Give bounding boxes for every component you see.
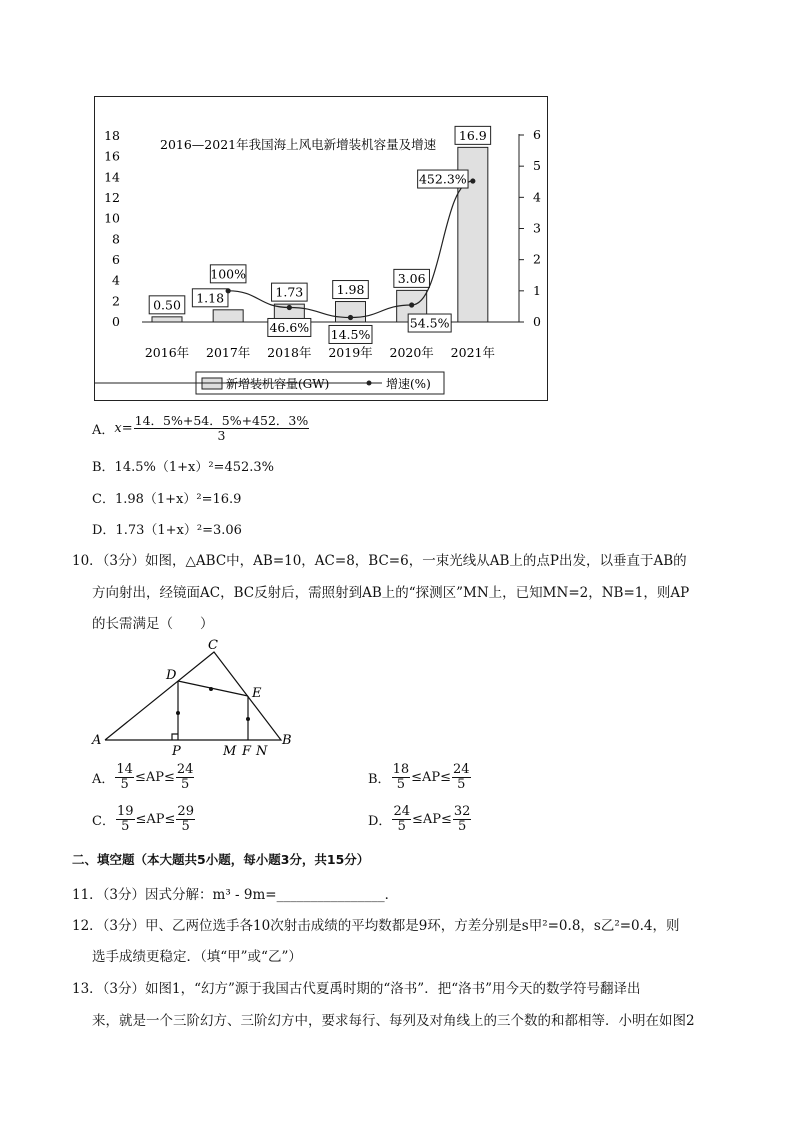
q9-option-a-fraction	[134, 414, 310, 443]
label-p: P	[172, 744, 181, 759]
q10-option-b-upper	[452, 763, 471, 792]
growth-data-label: 452.3%	[418, 171, 467, 187]
q10-option-a-upper	[176, 763, 195, 792]
q9-option-a-label: A．	[92, 422, 115, 438]
y-left-tick-label: 0	[112, 314, 120, 329]
y-right-tick-label: 1	[533, 282, 541, 298]
fraction-numerator: 14	[116, 762, 133, 777]
x-tick-label: 2021年	[450, 345, 495, 360]
q9-option-a-numerator: 14．5%+54．5%+452．3%	[134, 412, 309, 428]
growth-data-label: 46.6%	[269, 319, 310, 335]
fraction-denominator: 5	[397, 819, 406, 834]
q9-option-a-lhs: x=	[114, 420, 133, 436]
bar-data-label: 3.06	[397, 270, 426, 286]
q10-option-a	[92, 763, 195, 792]
q10-line-1: 10．（3分）如图，△ABC中，AB=10，AC=8，BC=6，一束光线从AB上的点P出发，以垂直于AB的	[72, 553, 687, 569]
label-m: M	[223, 744, 237, 759]
y-left-tick-label: 6	[112, 252, 120, 267]
y-right-tick-label: 0	[533, 314, 541, 329]
label-e: E	[252, 686, 262, 701]
fraction-denominator: 5	[457, 777, 466, 792]
bar	[152, 317, 182, 322]
q9-option-d: D．1.73（1+x）²=3.06	[92, 523, 242, 538]
q10-option-c-upper	[176, 805, 195, 834]
q9-option-b: B．14.5%（1+x）²=452.3%	[92, 460, 275, 475]
y-right-tick-label: 5	[533, 158, 541, 174]
q10-option-c-relation: ≤AP≤	[135, 812, 176, 827]
triangle-figure	[88, 636, 303, 762]
q10-option-c-label: C．	[92, 814, 115, 829]
y-left-tick-label: 12	[104, 190, 120, 205]
x-tick-label: 2016年	[144, 345, 190, 360]
growth-point	[409, 302, 414, 307]
q10-option-d-relation: ≤AP≤	[411, 812, 452, 827]
q10-option-c	[92, 805, 196, 834]
x-tick-label: 2019年	[328, 345, 373, 360]
q11: 11．（3分）因式分解：m³ - 9m=________________．	[72, 887, 399, 903]
y-right-tick-label: 3	[533, 220, 541, 236]
fraction-numerator: 19	[116, 804, 134, 819]
bar-data-label: 1.73	[275, 284, 304, 300]
fraction-denominator: 5	[458, 819, 467, 834]
label-f: F	[242, 744, 252, 759]
chart-title: 2016—2021年我国海上风电新增装机容量及增速	[160, 137, 437, 152]
y-left-tick-label: 4	[112, 272, 120, 288]
fraction-numerator: 24	[176, 762, 194, 777]
y-right-tick-label: 6	[533, 127, 541, 142]
growth-data-label: 54.5%	[409, 315, 450, 331]
growth-data-label: 14.5%	[330, 326, 371, 342]
q9-option-c: C．1.98（1+x）²=16.9	[92, 492, 242, 507]
x-tick-label: 2017年	[206, 345, 251, 360]
fraction-numerator: 24	[393, 804, 410, 819]
label-n: N	[256, 744, 268, 759]
growth-data-label: 100%	[210, 266, 247, 282]
legend-line-label: 增速(%)	[386, 377, 431, 391]
y-left-tick-label: 14	[104, 169, 120, 185]
q13-line-2: 来，就是一个三阶幻方、三阶幻方中，要求每行、每列及对角线上的三个数的和都相等．小明在如图2	[92, 1013, 695, 1029]
y-right-tick-label: 4	[533, 189, 541, 205]
q10-option-a-relation: ≤AP≤	[134, 770, 175, 785]
q12-line-1: 12．（3分）甲、乙两位选手各10次射击成绩的平均数都是9环，方差分别是s甲²=0.8，s乙²=0.4，则	[72, 918, 680, 934]
q10-option-b-lower	[392, 763, 411, 792]
q10-option-b	[368, 763, 472, 792]
growth-point	[348, 315, 353, 320]
y-left-tick-label: 8	[112, 231, 120, 247]
bar-data-label: 0.50	[153, 297, 181, 313]
q10-line-3: 的长需满足（ ）	[92, 616, 214, 632]
x-tick-label: 2018年	[267, 345, 312, 360]
fraction-denominator: 5	[120, 777, 129, 792]
label-c: C	[208, 638, 218, 653]
q10-option-d	[368, 805, 472, 834]
q10-option-b-relation: ≤AP≤	[411, 770, 452, 785]
q10-option-d-label: D．	[368, 814, 392, 829]
q10-option-a-lower	[115, 763, 134, 792]
bar-data-label: 16.9	[458, 127, 487, 143]
x-tick-label: 2020年	[389, 345, 434, 360]
wind-power-chart	[94, 96, 549, 402]
q9-option-a-denominator: 3	[217, 427, 226, 443]
legend-bar-label: 新增装机容量(GW)	[226, 377, 330, 391]
fraction-denominator: 5	[396, 777, 405, 792]
fraction-numerator: 24	[453, 762, 470, 777]
fraction-denominator: 5	[121, 819, 130, 834]
q10-option-d-upper	[453, 805, 472, 834]
q9-option-a	[92, 411, 310, 445]
section-2-heading: 二、填空题（本大题共5小题，每小题3分，共15分）	[72, 852, 370, 867]
fraction-numerator: 29	[177, 804, 194, 819]
label-a: A	[92, 733, 102, 748]
y-left-tick-label: 16	[104, 148, 120, 164]
growth-point	[226, 288, 231, 293]
bar-data-label: 1.18	[196, 290, 225, 306]
growth-point	[287, 305, 292, 310]
label-d: D	[166, 668, 177, 683]
bar-data-label: 1.98	[336, 282, 365, 298]
y-left-tick-label: 10	[104, 210, 120, 226]
q10-option-a-label: A．	[92, 772, 115, 787]
q12-line-2: 选手成绩更稳定．（填“甲”或“乙”）	[92, 949, 302, 965]
fraction-numerator: 18	[392, 762, 410, 777]
q10-option-b-label: B．	[368, 772, 391, 787]
y-right-tick-label: 2	[533, 251, 541, 267]
y-left-tick-label: 2	[112, 293, 120, 309]
fraction-denominator: 5	[180, 777, 190, 792]
q10-option-d-lower	[392, 805, 411, 834]
right-angle-mark	[172, 734, 178, 740]
label-b: B	[282, 733, 292, 748]
y-left-tick-label: 18	[104, 128, 120, 143]
fraction-numerator: 32	[453, 804, 471, 819]
growth-point	[470, 178, 475, 183]
q13-line-1: 13．（3分）如图1，“幻方”源于我国古代夏禹时期的“洛书”．把“洛书”用今天的数学符号翻译出	[72, 981, 641, 997]
q10-option-c-lower	[116, 805, 135, 834]
q10-line-2: 方向射出，经镜面AC，BC反射后，需照射到AB上的“探测区”MN上，已知MN=2，NB=1，则AP	[92, 585, 690, 601]
bar	[213, 310, 243, 322]
fraction-denominator: 5	[181, 819, 190, 834]
